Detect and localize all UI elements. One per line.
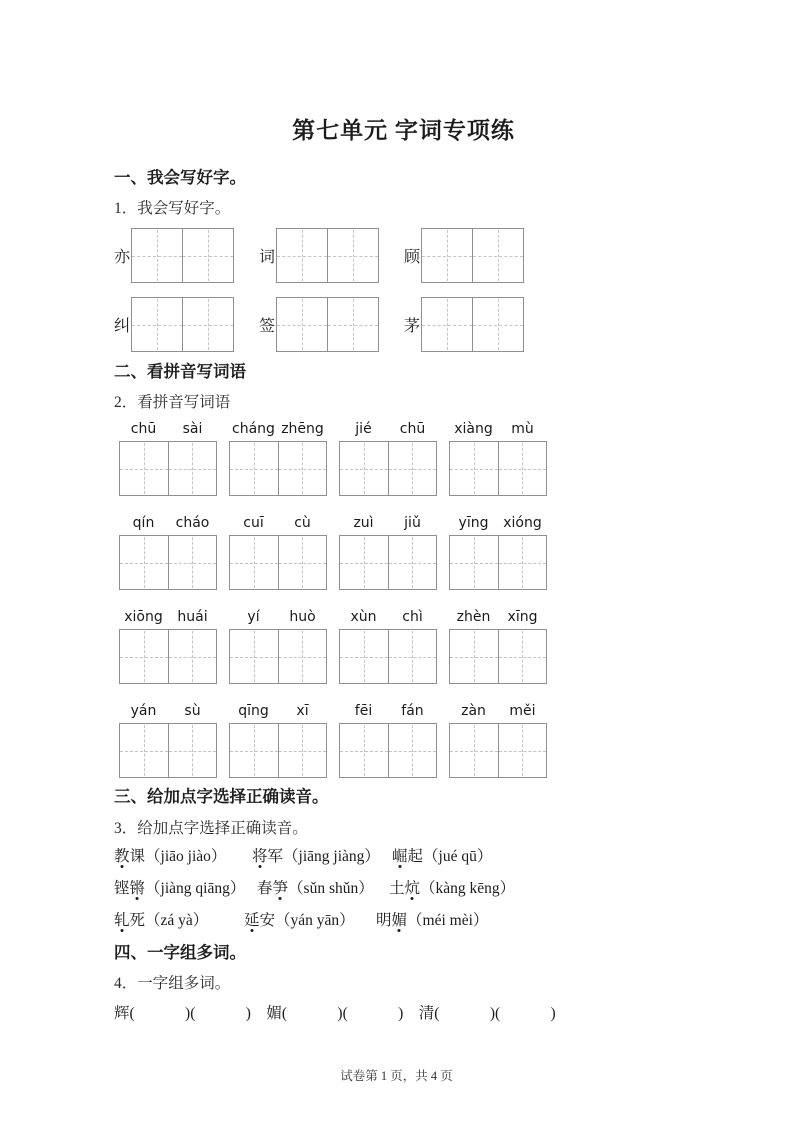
character-writing-item — [259, 228, 379, 283]
pinyin-syllable: yīng — [458, 515, 489, 531]
grid-cell — [498, 724, 547, 777]
practice-character: 茅 — [404, 318, 421, 335]
word-character: 铿 — [114, 880, 130, 897]
answer-grid — [449, 723, 547, 778]
pinyin-labels — [339, 703, 437, 721]
pinyin-syllable: cù — [294, 515, 311, 531]
pinyin-syllable: měi — [509, 703, 536, 719]
pinyin-word-group — [119, 703, 217, 778]
pinyin-syllable: cuī — [243, 515, 264, 531]
pinyin-options: （yán yān） — [275, 912, 355, 929]
grid-cell — [498, 536, 547, 589]
grid-cell — [340, 442, 388, 495]
pinyin-labels — [119, 609, 217, 627]
pinyin-syllable: cháo — [175, 515, 210, 531]
grid-cell — [278, 536, 327, 589]
target-word — [252, 848, 283, 865]
pinyin-labels — [119, 515, 217, 533]
pinyin-word-group — [449, 515, 547, 590]
word-character: 死 — [129, 912, 146, 929]
pronunciation-choice — [392, 847, 492, 867]
pinyin-syllable: zhèn — [456, 609, 491, 625]
pronunciation-choice — [244, 911, 376, 931]
answer-grid — [229, 723, 327, 778]
dotted-character: 媚 — [391, 912, 408, 929]
pinyin-syllable: sài — [182, 421, 203, 437]
grid-cell — [388, 630, 437, 683]
answer-grid — [229, 629, 327, 684]
word-building-line: 辉( )( ) 媚( )( ) 清( )( ) — [114, 1005, 556, 1022]
pinyin-word-group — [229, 703, 327, 778]
pinyin-answer-area — [119, 421, 693, 778]
pinyin-syllable: cháng — [232, 421, 275, 437]
dotted-character: 轧 — [114, 912, 130, 929]
grid-cell — [120, 724, 168, 777]
target-word — [114, 848, 145, 865]
grid-cell — [327, 298, 378, 351]
pinyin-syllable: sù — [184, 703, 201, 719]
grid-cell — [422, 229, 472, 282]
target-word — [392, 848, 423, 865]
grid-cell — [498, 630, 547, 683]
grid-cell — [182, 229, 233, 282]
pronunciation-choice — [114, 911, 244, 931]
pinyin-labels — [449, 515, 547, 533]
grid-cell — [168, 442, 217, 495]
dotted-character: 崛 — [392, 848, 408, 865]
pinyin-options: （jiāo jiào） — [145, 848, 227, 865]
character-writing-item — [114, 297, 234, 352]
pinyin-word-group — [119, 421, 217, 496]
answer-grid — [449, 535, 547, 590]
grid-cell — [278, 724, 327, 777]
grid-cell — [120, 442, 168, 495]
pronunciation-choice — [257, 879, 389, 899]
practice-character: 顾 — [404, 249, 421, 266]
pinyin-syllable: fēi — [354, 703, 373, 719]
writing-grid — [421, 297, 524, 352]
pronunciation-choice — [252, 847, 392, 867]
grid-cell — [230, 630, 278, 683]
target-word — [376, 912, 407, 929]
grid-cell — [182, 298, 233, 351]
pinyin-syllable: fán — [401, 703, 424, 719]
pronunciation-row — [114, 911, 693, 931]
character-writing-item — [259, 297, 379, 352]
grid-cell — [340, 630, 388, 683]
character-writing-item — [404, 228, 524, 283]
practice-character: 词 — [259, 249, 276, 266]
pinyin-syllable: yán — [130, 703, 157, 719]
pinyin-syllable: jié — [355, 421, 372, 437]
pinyin-word-group — [449, 703, 547, 778]
grid-cell — [422, 298, 472, 351]
pinyin-syllable: huái — [177, 609, 208, 625]
section3-heading: 三、给加点字选择正确读音。 — [114, 788, 329, 806]
grid-cell — [277, 229, 327, 282]
target-word — [114, 912, 145, 929]
pinyin-word-group — [449, 421, 547, 496]
pinyin-options: （jiàng qiāng） — [145, 880, 246, 897]
pronunciation-choice — [389, 879, 515, 899]
pinyin-word-group — [229, 515, 327, 590]
page-footer: 试卷第 1 页，共 4 页 — [340, 1069, 453, 1083]
pinyin-labels — [449, 609, 547, 627]
pinyin-row — [119, 609, 693, 684]
answer-grid — [229, 441, 327, 496]
grid-cell — [327, 229, 378, 282]
pinyin-syllable: xīng — [507, 609, 538, 625]
grid-cell — [472, 298, 523, 351]
word-character: 土 — [389, 880, 405, 897]
pinyin-syllable: jiǔ — [404, 515, 421, 531]
pinyin-row — [119, 703, 693, 778]
dotted-character: 延 — [244, 912, 260, 929]
dotted-character: 将 — [252, 848, 268, 865]
pinyin-word-group — [229, 609, 327, 684]
target-word — [244, 912, 275, 929]
pinyin-word-group — [339, 515, 437, 590]
grid-cell — [132, 229, 182, 282]
dotted-character: 炕 — [404, 880, 421, 897]
writing-grid — [131, 228, 234, 283]
pinyin-row — [119, 515, 693, 590]
grid-cell — [230, 536, 278, 589]
pinyin-word-group — [449, 609, 547, 684]
grid-cell — [388, 724, 437, 777]
answer-grid — [119, 723, 217, 778]
pinyin-syllable: zhēng — [281, 421, 324, 437]
pinyin-labels — [339, 515, 437, 533]
section2-item-label: 2．看拼音写词语 — [114, 394, 231, 411]
grid-cell — [168, 724, 217, 777]
pronunciation-choice-area — [114, 847, 693, 931]
answer-grid — [339, 723, 437, 778]
grid-cell — [230, 724, 278, 777]
grid-cell — [388, 536, 437, 589]
pronunciation-choice — [376, 911, 488, 931]
pronunciation-choice — [114, 847, 252, 867]
pinyin-labels — [229, 609, 327, 627]
writing-grid — [131, 297, 234, 352]
pinyin-labels — [339, 421, 437, 439]
grid-cell — [340, 724, 388, 777]
answer-grid — [229, 535, 327, 590]
section1-heading: 一、我会写好字。 — [114, 169, 246, 187]
dotted-character: 教 — [114, 848, 130, 865]
pinyin-syllable: chū — [130, 421, 157, 437]
answer-grid — [119, 629, 217, 684]
practice-character: 亦 — [114, 249, 131, 266]
answer-grid — [449, 629, 547, 684]
pinyin-syllable: huò — [289, 609, 316, 625]
pinyin-word-group — [339, 609, 437, 684]
pinyin-options: （jiāng jiàng） — [283, 848, 380, 865]
answer-grid — [339, 535, 437, 590]
pinyin-labels — [449, 703, 547, 721]
section4-heading: 四、一字组多词。 — [114, 944, 246, 962]
target-word — [257, 880, 288, 897]
word-character: 春 — [257, 880, 273, 897]
character-writing-area — [114, 228, 594, 352]
grid-cell — [277, 298, 327, 351]
pinyin-labels — [229, 421, 327, 439]
grid-cell — [450, 630, 498, 683]
character-writing-item — [404, 297, 524, 352]
pinyin-options: （méi mèi） — [407, 912, 489, 929]
pinyin-syllable: chì — [402, 609, 423, 625]
pinyin-word-group — [229, 421, 327, 496]
pronunciation-choice — [114, 879, 257, 899]
word-character: 军 — [267, 848, 284, 865]
pinyin-syllable: qīng — [238, 703, 269, 719]
grid-cell — [120, 536, 168, 589]
pinyin-syllable: yí — [247, 609, 260, 625]
answer-grid — [449, 441, 547, 496]
pinyin-syllable: chū — [399, 421, 426, 437]
pinyin-labels — [229, 703, 327, 721]
grid-cell — [450, 442, 498, 495]
target-word — [114, 880, 145, 897]
pinyin-word-group — [119, 515, 217, 590]
word-character: 起 — [407, 848, 424, 865]
pinyin-labels — [229, 515, 327, 533]
pinyin-syllable: zuì — [353, 515, 374, 531]
pinyin-word-group — [119, 609, 217, 684]
grid-cell — [230, 442, 278, 495]
grid-cell — [450, 536, 498, 589]
pinyin-syllable: xiōng — [124, 609, 163, 625]
grid-cell — [388, 442, 437, 495]
pinyin-options: （zá yà） — [145, 912, 209, 929]
writing-grid — [276, 297, 379, 352]
pinyin-syllable: xùn — [350, 609, 377, 625]
pinyin-labels — [339, 609, 437, 627]
pinyin-syllable: xióng — [503, 515, 542, 531]
grid-cell — [168, 536, 217, 589]
character-writing-item — [114, 228, 234, 283]
pronunciation-row — [114, 879, 693, 899]
pinyin-syllable: qín — [132, 515, 155, 531]
pinyin-options: （jué qū） — [423, 848, 493, 865]
dotted-character: 笋 — [272, 880, 289, 897]
writing-grid — [276, 228, 379, 283]
grid-cell — [120, 630, 168, 683]
grid-cell — [278, 630, 327, 683]
grid-cell — [472, 229, 523, 282]
pinyin-options: （kàng kēng） — [420, 880, 516, 897]
section2-heading: 二、看拼音写词语 — [114, 363, 246, 381]
target-word — [389, 880, 420, 897]
pinyin-labels — [449, 421, 547, 439]
answer-grid — [339, 629, 437, 684]
pinyin-word-group — [339, 421, 437, 496]
pinyin-row — [119, 421, 693, 496]
answer-grid — [119, 441, 217, 496]
grid-cell — [278, 442, 327, 495]
grid-cell — [498, 442, 547, 495]
word-character: 安 — [259, 912, 276, 929]
grid-cell — [168, 630, 217, 683]
answer-grid — [339, 441, 437, 496]
pronunciation-row — [114, 847, 693, 867]
practice-character: 纠 — [114, 318, 131, 335]
section4-item-label: 4．一字组多词。 — [114, 975, 231, 992]
pinyin-options: （sǔn shǔn） — [288, 880, 374, 897]
word-character: 课 — [129, 848, 146, 865]
grid-cell — [132, 298, 182, 351]
pinyin-syllable: mù — [511, 421, 534, 437]
pinyin-syllable: xī — [296, 703, 309, 719]
pinyin-syllable: zàn — [461, 703, 486, 719]
grid-cell — [340, 536, 388, 589]
writing-grid — [421, 228, 524, 283]
pinyin-labels — [119, 703, 217, 721]
page-title: 第七单元 字词专项练 — [292, 118, 515, 143]
pinyin-labels — [119, 421, 217, 439]
answer-grid — [119, 535, 217, 590]
section3-item-label: 3．给加点字选择正确读音。 — [114, 820, 308, 837]
pinyin-word-group — [339, 703, 437, 778]
word-character: 明 — [376, 912, 392, 929]
pinyin-syllable: xiàng — [454, 421, 493, 437]
practice-character: 签 — [259, 318, 276, 335]
section1-item-label: 1．我会写好字。 — [114, 200, 231, 217]
dotted-character: 锵 — [129, 880, 146, 897]
grid-cell — [450, 724, 498, 777]
